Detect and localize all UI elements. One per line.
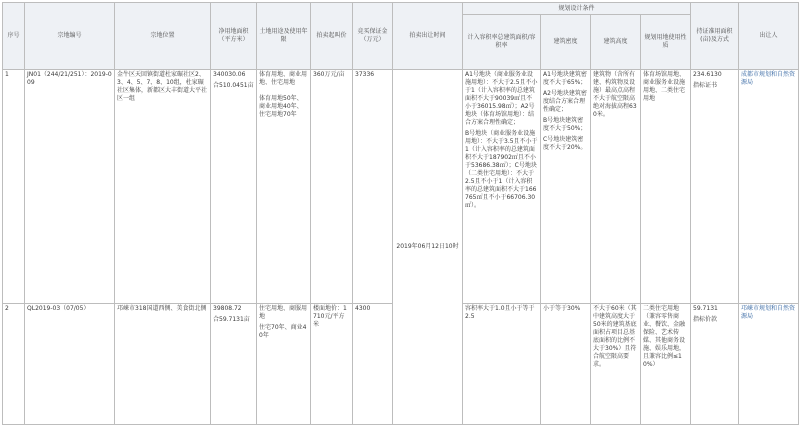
area-sqm: 340030.06	[213, 71, 246, 79]
header-density: 建筑密度	[541, 15, 591, 70]
row-nature: 体育场馆用地、商业服务业设施用地、二类住宅用地	[641, 70, 691, 303]
header-code: 宗地编号	[25, 3, 115, 70]
row-density: 小于等于30%	[541, 303, 591, 424]
area-mu: 合59.7131亩	[213, 315, 250, 323]
row-far: 容积率大于1.0且小于等于2.5	[463, 303, 541, 424]
land-auction-table	[2, 2, 799, 425]
far-a: A1号地块（商业服务业设施用地）：不大于2.5且不小于1（计入容积率的总建筑面积不大于90039㎡且不小于36015.98㎡）；A2号地块（体育场馆用地）：结合方案合理性确定；	[465, 71, 538, 127]
row-height: 不大于60米（其中建筑高度大于50米的建筑基底面积占项目总基底面积的比例不大于30%）且符合航空限高要求。	[591, 303, 641, 424]
header-deposit: 竞买保证金（万元）	[353, 3, 393, 70]
header-nature: 规划用地使用性质	[641, 15, 691, 70]
row-location: 邛崃市318国道西侧、美食街北侧	[115, 303, 211, 424]
row-height: 建筑物（含所有建、构筑物及设施）最高点高程不大于航空限高绝对海拔高程630米。	[591, 70, 641, 303]
row-transferor: 邛崃市规划和自然资源局	[739, 303, 799, 424]
header-far: 计入容积率总建筑面积/容积率	[463, 15, 541, 70]
approval-mode: 指标证书	[693, 82, 718, 90]
area-mu: 合510.0451亩	[213, 82, 254, 90]
row-area	[211, 303, 257, 424]
use-term: 体育用地50年、商业用地40年、住宅用地70年	[259, 95, 303, 119]
row-location: 金牛区天回镇街道杜家碾社区2、3、4、5、7、8、10组，杜家碾社区集体，新都区大丰街道大平社区一组	[115, 70, 211, 303]
row-use	[257, 303, 311, 424]
approval-area: 59.7131	[693, 304, 718, 312]
approval-mode: 指标价款	[693, 315, 718, 323]
density-a1: A1号地块建筑密度不大于65%；	[543, 71, 587, 87]
use-type: 住宅用地、商服用地	[259, 304, 308, 320]
header-planning: 规划设计条件	[463, 3, 691, 15]
header-area: 净用地面积（平方米）	[211, 3, 257, 70]
row-density	[541, 70, 591, 303]
area-sqm: 39808.72	[213, 304, 242, 312]
row-deposit: 37336	[353, 70, 393, 303]
density-c: C号地块建筑密度不大于20%。	[543, 136, 587, 152]
far-b: B号地块（商业服务业设施用地）：不大于3.5且不小于1（计入容积率的总建筑面积不大于187902㎡且不小于53686.38㎡）；C号地块（二类住宅用地）：不大于2.5且不小于1（计入容积率的总建筑面积不大于166765㎡且不小于66706.30㎡）。	[465, 130, 538, 210]
header-transferor: 出让人	[739, 3, 799, 70]
approval-area: 234.6130	[693, 71, 722, 79]
density-a2: A2号地块建筑密度结合方案合理性确定；	[543, 90, 587, 114]
row-area	[211, 70, 257, 303]
row-start-price: 360万元/亩	[311, 70, 353, 303]
row-transferor: 成都市规划和自然资源局	[739, 70, 799, 303]
table-row	[3, 70, 799, 303]
use-term: 住宅70年、商业40年	[259, 323, 307, 339]
header-use: 土地用途及使用年限	[257, 3, 311, 70]
header-no: 序号	[3, 3, 25, 70]
row-approval	[691, 70, 739, 303]
row-use	[257, 70, 311, 303]
use-type: 体育用地、商业用地、住宅用地	[259, 71, 308, 87]
row-start-price: 楼面地价：1710元/平方米	[311, 303, 353, 424]
header-start-price: 拍卖起叫价	[311, 3, 353, 70]
header-auction-time: 拍卖出让时间	[393, 3, 463, 70]
row-code: JN01（244/21/251）：2019-009	[25, 70, 115, 303]
row-code: QL2019-03（07/05）	[25, 303, 115, 424]
row-no: 1	[3, 70, 25, 303]
row-nature: 二类住宅用地（兼容零售商业、餐饮、金融保险、艺术传媒、其他商务设施、娱乐用地，且兼容比例≤10%）	[641, 303, 691, 424]
density-b: B号地块建筑密度不大于50%；	[543, 117, 587, 133]
header-location: 宗地位置	[115, 3, 211, 70]
header-approval: 持证准用面积(亩)及方式	[691, 3, 739, 70]
row-deposit: 4300	[353, 303, 393, 424]
auction-time: 2019年06月12日10时	[393, 70, 463, 425]
header-height: 建筑高度	[591, 15, 641, 70]
row-far	[463, 70, 541, 303]
row-no: 2	[3, 303, 25, 424]
row-approval	[691, 303, 739, 424]
